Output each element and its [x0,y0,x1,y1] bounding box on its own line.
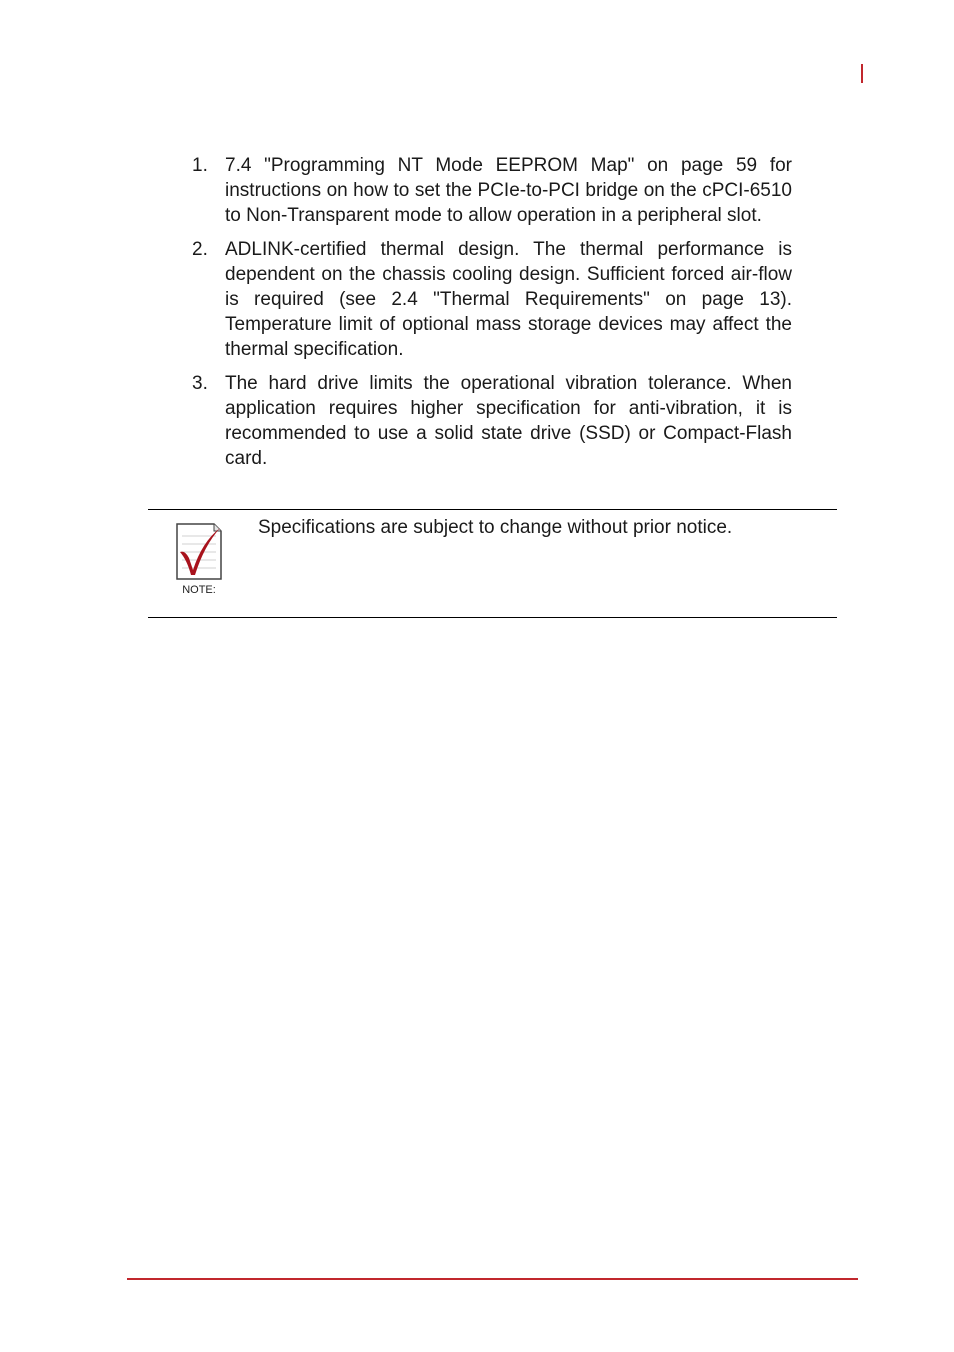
list-item [192,371,792,471]
note-checkmark-icon [174,522,224,598]
header-accent-mark [861,64,863,83]
list-item [192,237,792,362]
list-item-text: ADLINK-certified thermal design. The thermal performance is dependent on the chassis cooling design. Sufficient forced air-flow is required (see 2.4 "Thermal Requirements" on page 13). Temperature limit of optional mass storage devices may affect the thermal specification. [225,239,792,360]
list-item-number: 3. [192,373,208,394]
list-item [192,153,792,228]
footer-divider [127,1278,858,1280]
list-item-number: 1. [192,155,208,176]
note-icon-label: NOTE: [182,584,216,596]
note-callout [148,509,837,618]
list-item-text: 7.4 "Programming NT Mode EEPROM Map" on page 59 for instructions on how to set the PCIe-to-PCI bridge on the cPCI-6510 to Non-Transparent mode to allow operation in a peripheral slot. [225,155,792,226]
note-text: Specifications are subject to change without prior notice. [258,517,733,538]
list-item-number: 2. [192,239,208,260]
list-item-text: The hard drive limits the operational vibration tolerance. When application requires higher specification for anti-vibration, it is recommended to use a solid state drive (SSD) or Compact-Flash card. [225,373,792,469]
footnote-list [192,153,792,480]
